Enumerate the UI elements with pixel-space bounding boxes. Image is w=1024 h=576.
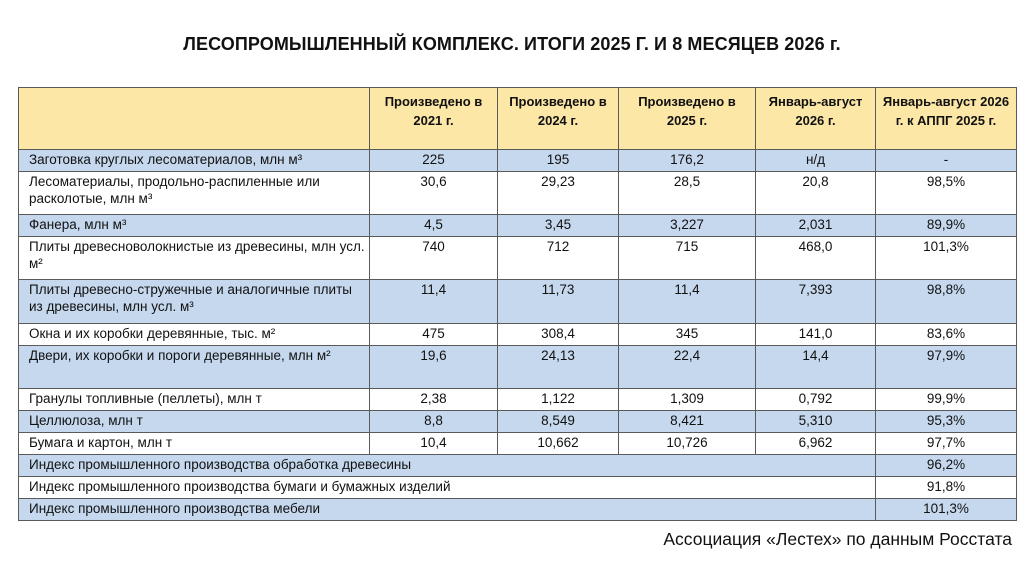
cell-to-appg: 101,3%	[876, 237, 1017, 280]
table-row	[19, 324, 1017, 346]
cell-to-appg: 99,9%	[876, 389, 1017, 411]
row-label: Целлюлоза, млн т	[19, 411, 370, 433]
table-row	[19, 215, 1017, 237]
header-cell-2025: Произведено в 2025 г.	[619, 88, 756, 150]
cell-jan-aug-2026: н/д	[756, 150, 876, 172]
cell-2024: 8,549	[498, 411, 619, 433]
cell-2024: 29,23	[498, 172, 619, 215]
cell-2021: 475	[370, 324, 498, 346]
cell-to-appg: 95,3%	[876, 411, 1017, 433]
index-value: 91,8%	[876, 477, 1017, 499]
cell-jan-aug-2026: 0,792	[756, 389, 876, 411]
table-row	[19, 433, 1017, 455]
row-label: Фанера, млн м³	[19, 215, 370, 237]
cell-2021: 740	[370, 237, 498, 280]
cell-2021: 4,5	[370, 215, 498, 237]
cell-to-appg: 98,5%	[876, 172, 1017, 215]
cell-jan-aug-2026: 468,0	[756, 237, 876, 280]
page-title: ЛЕСОПРОМЫШЛЕННЫЙ КОМПЛЕКС. ИТОГИ 2025 Г. И 8 МЕСЯЦЕВ 2026 г.	[183, 34, 841, 54]
index-label: Индекс промышленного производства бумаги и бумажных изделий	[19, 477, 876, 499]
cell-2024: 11,73	[498, 280, 619, 324]
cell-2021: 225	[370, 150, 498, 172]
row-label: Плиты древесноволокнистые из древесины, млн усл. м²	[19, 237, 370, 280]
cell-2025: 10,726	[619, 433, 756, 455]
cell-jan-aug-2026: 20,8	[756, 172, 876, 215]
cell-2025: 28,5	[619, 172, 756, 215]
cell-to-appg: 98,8%	[876, 280, 1017, 324]
cell-2025: 3,227	[619, 215, 756, 237]
header-row	[19, 88, 1017, 150]
cell-to-appg: -	[876, 150, 1017, 172]
cell-2025: 1,309	[619, 389, 756, 411]
row-label: Окна и их коробки деревянные, тыс. м²	[19, 324, 370, 346]
cell-2024: 195	[498, 150, 619, 172]
index-row	[19, 477, 1017, 499]
index-value: 101,3%	[876, 499, 1017, 521]
cell-jan-aug-2026: 6,962	[756, 433, 876, 455]
cell-2024: 1,122	[498, 389, 619, 411]
index-row	[19, 455, 1017, 477]
row-label: Лесоматериалы, продольно-распиленные или расколотые, млн м³	[19, 172, 370, 215]
table-row	[19, 150, 1017, 172]
cell-to-appg: 83,6%	[876, 324, 1017, 346]
cell-2024: 308,4	[498, 324, 619, 346]
row-label: Бумага и картон, млн т	[19, 433, 370, 455]
cell-jan-aug-2026: 5,310	[756, 411, 876, 433]
header-cell-2024: Произведено в 2024 г.	[498, 88, 619, 150]
source-caption: Ассоциация «Лестех» по данным Росстата	[663, 529, 1012, 549]
index-value: 96,2%	[876, 455, 1017, 477]
cell-2025: 345	[619, 324, 756, 346]
cell-2025: 8,421	[619, 411, 756, 433]
table-row	[19, 280, 1017, 324]
header-cell-empty	[19, 88, 370, 150]
index-row	[19, 499, 1017, 521]
table-row	[19, 389, 1017, 411]
header-cell-2021: Произведено в 2021 г.	[370, 88, 498, 150]
cell-jan-aug-2026: 2,031	[756, 215, 876, 237]
cell-2024: 10,662	[498, 433, 619, 455]
cell-2025: 715	[619, 237, 756, 280]
cell-2025: 176,2	[619, 150, 756, 172]
table-row	[19, 172, 1017, 215]
cell-2025: 22,4	[619, 346, 756, 389]
cell-2024: 24,13	[498, 346, 619, 389]
cell-jan-aug-2026: 141,0	[756, 324, 876, 346]
cell-to-appg: 97,7%	[876, 433, 1017, 455]
index-label: Индекс промышленного производства мебели	[19, 499, 876, 521]
header-cell-jan-aug-2026: Январь-август 2026 г.	[756, 88, 876, 150]
table-row	[19, 346, 1017, 389]
cell-to-appg: 89,9%	[876, 215, 1017, 237]
cell-jan-aug-2026: 7,393	[756, 280, 876, 324]
cell-2021: 11,4	[370, 280, 498, 324]
row-label: Заготовка круглых лесоматериалов, млн м³	[19, 150, 370, 172]
table-row	[19, 411, 1017, 433]
cell-to-appg: 97,9%	[876, 346, 1017, 389]
cell-2021: 10,4	[370, 433, 498, 455]
row-label: Плиты древесно-стружечные и аналогичные плиты из древесины, млн усл. м³	[19, 280, 370, 324]
row-label: Гранулы топливные (пеллеты), млн т	[19, 389, 370, 411]
cell-2021: 30,6	[370, 172, 498, 215]
cell-2021: 8,8	[370, 411, 498, 433]
index-label: Индекс промышленного производства обработка древесины	[19, 455, 876, 477]
cell-2024: 3,45	[498, 215, 619, 237]
cell-2024: 712	[498, 237, 619, 280]
cell-2021: 19,6	[370, 346, 498, 389]
cell-2021: 2,38	[370, 389, 498, 411]
cell-jan-aug-2026: 14,4	[756, 346, 876, 389]
cell-2025: 11,4	[619, 280, 756, 324]
table-row	[19, 237, 1017, 280]
data-table	[18, 87, 1017, 521]
header-cell-to-appg: Январь-август 2026 г. к АППГ 2025 г.	[876, 88, 1017, 150]
row-label: Двери, их коробки и пороги деревянные, млн м²	[19, 346, 370, 389]
